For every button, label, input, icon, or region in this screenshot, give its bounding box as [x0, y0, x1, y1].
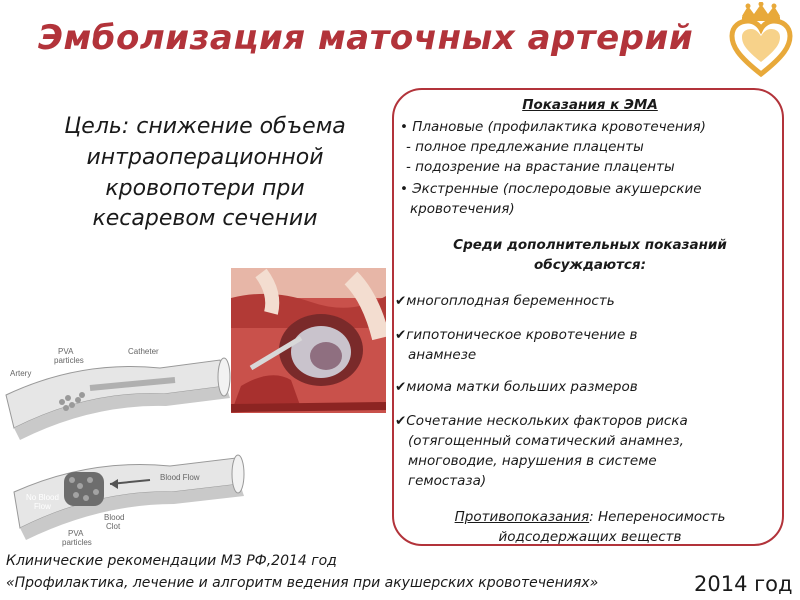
emergency-indication-1: • Экстренные (послеродовые акушерские — [400, 181, 702, 197]
goal-text: Цель: снижение объема интраоперационной кровопотери при кесаревом сечении — [64, 114, 346, 232]
additional-heading-2: обсуждаются: — [534, 257, 646, 273]
planned-sub-2: - подозрение на врастание плаценты — [406, 159, 675, 175]
label-blood-flow: Blood Flow — [160, 473, 200, 482]
list-item-risk-factors-4: гемостаза) — [408, 473, 487, 489]
reference-line-1: Клинические рекомендации МЗ РФ,2014 год — [6, 553, 337, 569]
contraindications-line-2: йодсодержащих веществ — [498, 529, 682, 545]
year-label: 2014 год — [694, 572, 793, 596]
list-item-myoma: ✔миома матки больших размеров — [395, 379, 638, 395]
label-pva-bottom: PVA particles — [62, 529, 92, 547]
label-no-blood-flow: No Blood Flow — [26, 493, 59, 511]
reference-line-2: «Профилактика, лечение и алгоритм ведения при акушерских кровотечениях» — [6, 575, 599, 591]
label-pva-top: PVA particles — [54, 347, 84, 365]
slide-title: Эмболизация маточных артерий — [38, 18, 694, 58]
surgery-photo — [231, 268, 386, 413]
emergency-indication-2: кровотечения) — [410, 201, 515, 217]
planned-sub-1: - полное предлежание плаценты — [406, 139, 644, 155]
list-item-risk-factors-1: ✔Сочетание нескольких факторов риска — [395, 413, 688, 429]
embolization-diagram — [0, 340, 250, 552]
label-artery: Artery — [10, 369, 32, 378]
contraindications-label: Противопоказания — [454, 509, 590, 525]
list-item-multiple-pregnancy: ✔многоплодная беременность — [395, 293, 615, 309]
label-blood-clot: Blood Clot — [104, 513, 125, 531]
additional-heading-1: Среди дополнительных показаний — [453, 237, 727, 253]
list-item-risk-factors-2: (отягощенный соматический анамнез, — [408, 433, 684, 449]
list-item-hypotonic-2: анамнезе — [408, 347, 477, 363]
list-item-risk-factors-3: многоводие, нарушения в системе — [408, 453, 657, 469]
label-catheter: Catheter — [128, 347, 159, 356]
list-item-hypotonic-1: ✔гипотоническое кровотечение в — [395, 327, 638, 343]
planned-indication: • Плановые (профилактика кровотечения) — [400, 119, 706, 135]
indications-heading: Показания к ЭМА — [522, 97, 658, 113]
heart-crown-logo-icon — [728, 2, 794, 78]
contraindications-text: : Непереносимость — [589, 509, 726, 525]
contraindications-line-1 — [400, 508, 780, 527]
